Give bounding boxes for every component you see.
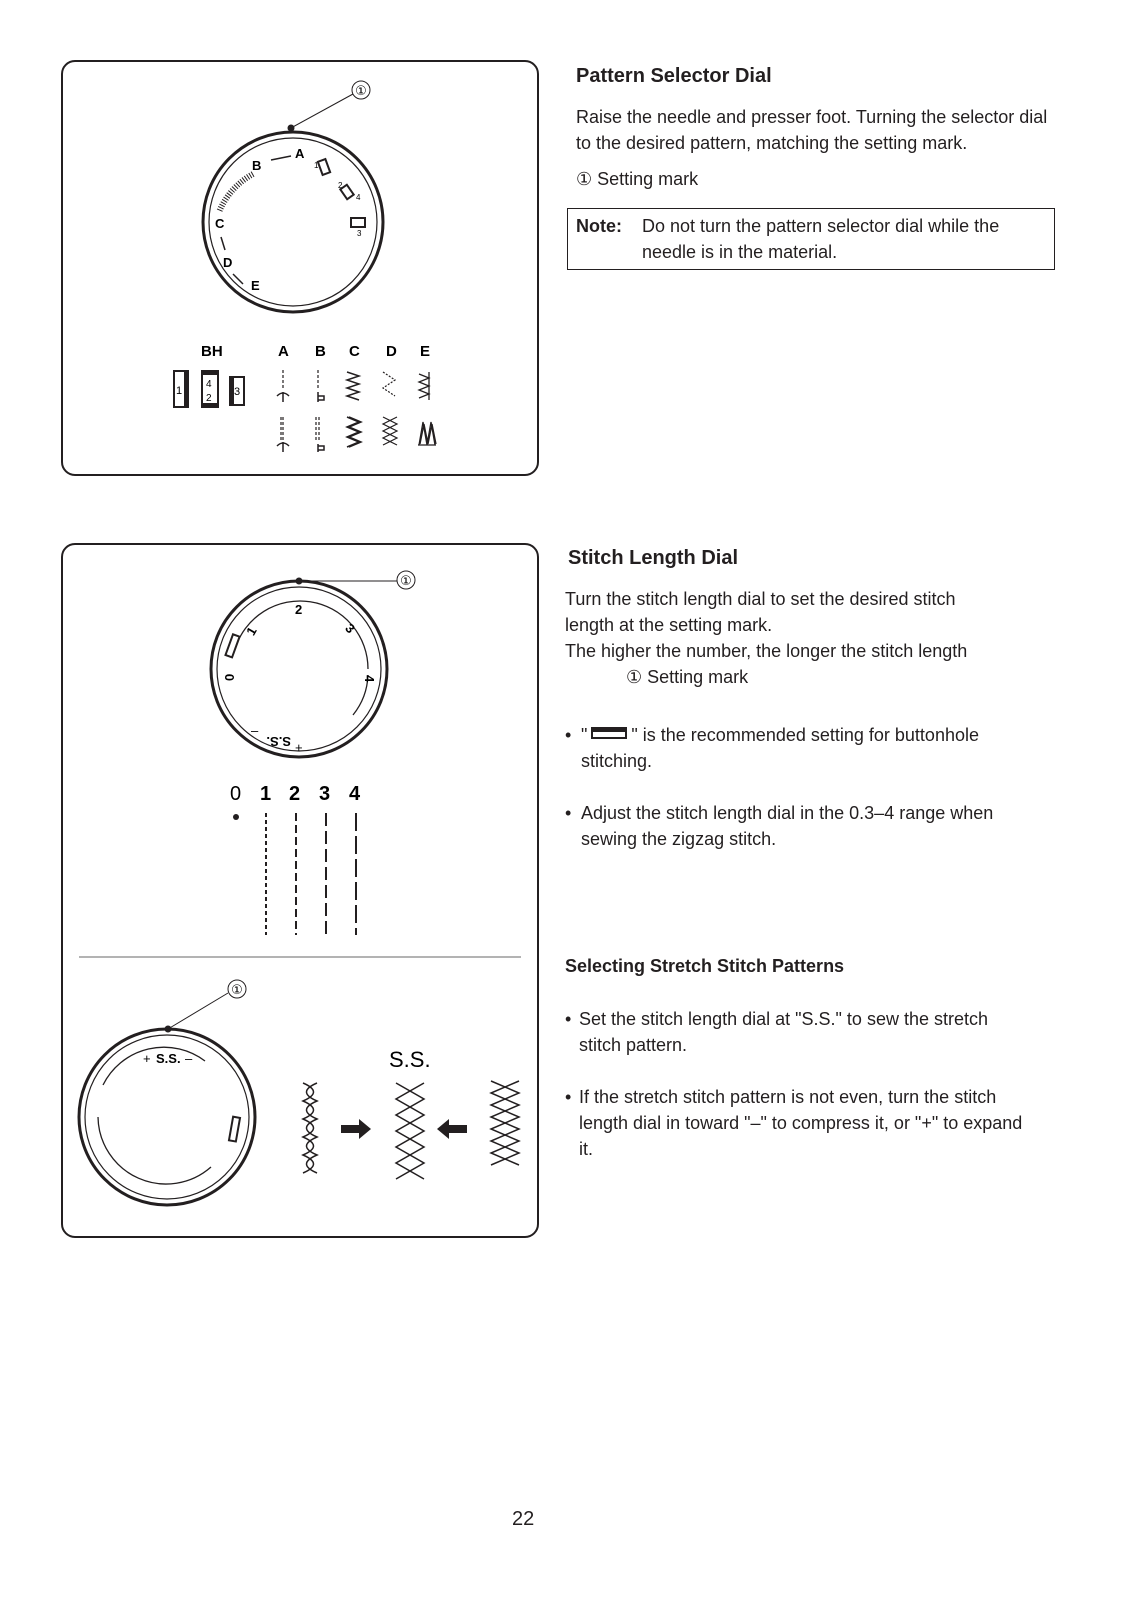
scale-number-2: 2 — [289, 783, 301, 805]
buttonhole-setting-icon — [591, 727, 627, 739]
label-c: C — [349, 343, 360, 360]
dial-number-2: 2 — [338, 181, 343, 190]
dial-letter-a: A — [295, 146, 305, 161]
callout-number: ① — [400, 573, 412, 588]
page-number: 22 — [512, 1508, 535, 1530]
svg-text:4: 4 — [206, 379, 212, 390]
svg-text:+: + — [143, 1051, 151, 1066]
dial-letter-e: E — [251, 278, 260, 293]
dial-letter-d: D — [223, 255, 233, 270]
label-d: D — [386, 343, 397, 360]
dial-num-2: 2 — [295, 602, 303, 617]
pattern-selector-title: Pattern Selector Dial — [576, 65, 772, 87]
pattern-b-stitch-icon — [316, 370, 324, 452]
pattern-d-zigzag-icon — [383, 372, 397, 445]
callout-number-lower: ① — [231, 982, 243, 997]
svg-text:+: + — [295, 740, 303, 755]
dial-number-3: 3 — [357, 229, 362, 238]
pattern-selector-setting-mark: ① Setting mark — [576, 169, 699, 189]
dial-num-3: 3 — [342, 620, 358, 637]
arrow-left-icon — [437, 1119, 467, 1139]
scale-number-0: 0 — [230, 783, 242, 805]
dial-num-0: 0 — [222, 673, 237, 681]
stitch-length-body-1: Turn the stitch length dial to set the desired stitch — [565, 589, 956, 609]
dial-letter-c: C — [215, 216, 225, 231]
pattern-selector-note — [567, 208, 1055, 270]
stitch-length-drawing — [63, 545, 541, 1240]
label-bh: BH — [201, 343, 223, 360]
stitch-length-title: Stitch Length Dial — [568, 547, 738, 569]
note-text: Do not turn the pattern selector dial while the needle is in the material. — [642, 216, 1000, 262]
arrow-right-icon — [341, 1119, 371, 1139]
pattern-dial-drawing — [63, 62, 541, 478]
stretch-title: Selecting Stretch Stitch Patterns — [565, 956, 845, 976]
pattern-selector-body: Raise the needle and presser foot. Turning the selector dial to the desired pattern, matching the setting mark. — [576, 107, 1048, 153]
dial-num-1: 1 — [243, 624, 260, 638]
scale-number-3: 3 — [319, 783, 331, 805]
stitch-length-body-2: length at the setting mark. — [565, 615, 773, 635]
even-stitch-icon — [396, 1083, 424, 1179]
label-a: A — [278, 343, 289, 360]
stitch-length-figure — [61, 543, 539, 1238]
stitch-length-setting-mark: ① Setting mark — [626, 667, 749, 687]
compressed-stitch-icon — [491, 1081, 519, 1165]
uneven-stitch-icon — [303, 1083, 317, 1173]
pattern-a-stitch-icon — [277, 370, 289, 452]
lower-dial-ss: S.S. — [156, 1051, 181, 1066]
label-e: E — [420, 343, 431, 360]
svg-text:1: 1 — [176, 385, 183, 397]
svg-text:–: – — [251, 723, 259, 738]
ss-label: S.S. — [389, 1047, 431, 1072]
pattern-dial-figure — [61, 60, 539, 476]
dial-num-4: 4 — [362, 675, 377, 683]
dial-number-4: 4 — [356, 193, 361, 202]
scale-number-4: 4 — [349, 783, 361, 805]
callout-number: ① — [355, 83, 367, 98]
pattern-c-zigzag-icon — [347, 372, 361, 447]
pattern-e-stitch-icon — [418, 372, 436, 445]
dial-number-1: 1 — [314, 161, 319, 170]
label-b: B — [315, 343, 326, 360]
svg-text:3: 3 — [234, 386, 241, 398]
stitch-length-body-3: The higher the number, the longer the stitch length — [565, 641, 968, 661]
scale-number-1: 1 — [260, 783, 272, 805]
dial-letter-b: B — [252, 158, 262, 173]
svg-text:–: – — [185, 1051, 193, 1066]
svg-text:2: 2 — [206, 393, 212, 404]
buttonhole-steps-icon — [174, 371, 244, 407]
dial-ss-label: S.S. — [266, 734, 291, 749]
note-label: Note: — [576, 216, 622, 236]
